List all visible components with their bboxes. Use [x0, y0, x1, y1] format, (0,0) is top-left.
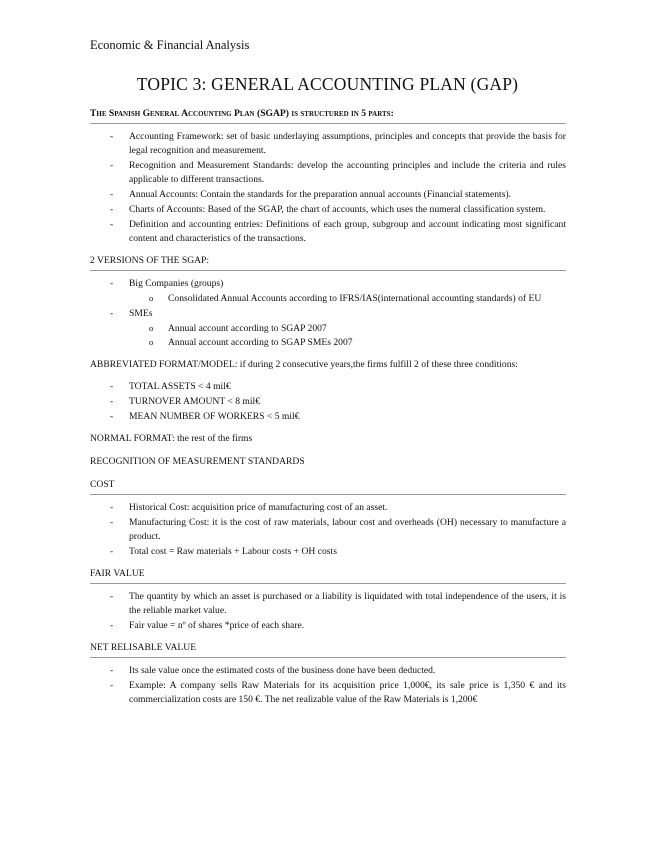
versions-heading: 2 VERSIONS OF THE SGAP:: [90, 254, 566, 271]
normal-format: NORMAL FORMAT: the rest of the firms: [90, 433, 253, 444]
list-item: - MEAN NUMBER OF WORKERS < 5 mil€: [90, 410, 566, 424]
nrv-list: [90, 664, 566, 707]
nrv-heading: NET RELISABLE VALUE: [90, 641, 566, 658]
list-item: - Definition and accounting entries: Definitions of each group, subgroup and account indicating most significant content and characteristics of the transactions.: [90, 218, 566, 246]
big-companies-sublist: [129, 292, 566, 306]
list-item: - Total cost = Raw materials + Labour costs + OH costs: [90, 545, 566, 559]
page-title: TOPIC 3: GENERAL ACCOUNTING PLAN (GAP): [136, 74, 519, 94]
list-item: - TOTAL ASSETS < 4 mil€: [90, 380, 566, 394]
sgap-heading: The Spanish General Accounting Plan (SGAP) is structured in 5 parts:: [90, 107, 566, 124]
page-header: Economic & Financial Analysis: [90, 38, 250, 52]
recognition-heading: RECOGNITION OF MEASUREMENT STANDARDS: [90, 456, 305, 467]
big-companies-label: Big Companies (groups): [129, 278, 224, 289]
list-item: - Example: A company sells Raw Materials for its acquisition price 1,000€, its sale price is 1,350 € and its commercialization costs are 150 €. The net realizable value of the Raw Materials is 1,200€: [90, 679, 566, 707]
list-item: - The quantity by which an asset is purchased or a liability is liquidated with total independence of the users, it is the reliable market value.: [90, 590, 566, 618]
abbreviated-list: [90, 380, 566, 424]
fair-value-heading: FAIR VALUE: [90, 567, 566, 584]
abbreviated-heading: ABBREVIATED FORMAT/MODEL: if during 2 consecutive years,the firms fulfill 2 of these three conditions:: [90, 359, 518, 370]
fair-value-list: [90, 590, 566, 633]
sub-list-item: o Annual account according to SGAP 2007: [129, 322, 566, 336]
list-item: - Charts of Accounts: Based of the SGAP, the chart of accounts, which uses the numeral classification system.: [90, 203, 566, 217]
list-item: - Manufacturing Cost: it is the cost of raw materials, labour cost and overheads (OH) necessary to manufacture a product.: [90, 516, 566, 544]
smes-sublist: [129, 322, 566, 350]
list-item: - Accounting Framework: set of basic underlaying assumptions, principles and concepts that provide the basis for legal recognition and measurement.: [90, 130, 566, 158]
cost-list: [90, 501, 566, 559]
list-item: - Its sale value once the estimated costs of the business done have been deducted.: [90, 664, 566, 678]
list-item: - Annual Accounts: Contain the standards for the preparation annual accounts (Financial statements).: [90, 188, 566, 202]
list-item: - Recognition and Measurement Standards: develop the accounting principles and include the criteria and rules applicable to different transactions.: [90, 159, 566, 187]
sub-list-item: o Consolidated Annual Accounts according to IFRS/IAS(international accounting standards) of EU: [129, 292, 566, 306]
list-item: - Fair value = nº of shares *price of each share.: [90, 619, 566, 633]
sgap-list: [90, 130, 566, 246]
versions-list: [90, 277, 566, 350]
cost-heading: COST: [90, 478, 566, 495]
document-body: [90, 107, 566, 715]
list-item: - Historical Cost: acquisition price of manufacturing cost of an asset.: [90, 501, 566, 515]
smes-label: SMEs: [129, 308, 153, 319]
list-item: [90, 277, 566, 306]
list-item: - TURNOVER AMOUNT < 8 mil€: [90, 395, 566, 409]
list-item: [90, 307, 566, 350]
sub-list-item: o Annual account according to SGAP SMEs 2007: [129, 336, 566, 350]
